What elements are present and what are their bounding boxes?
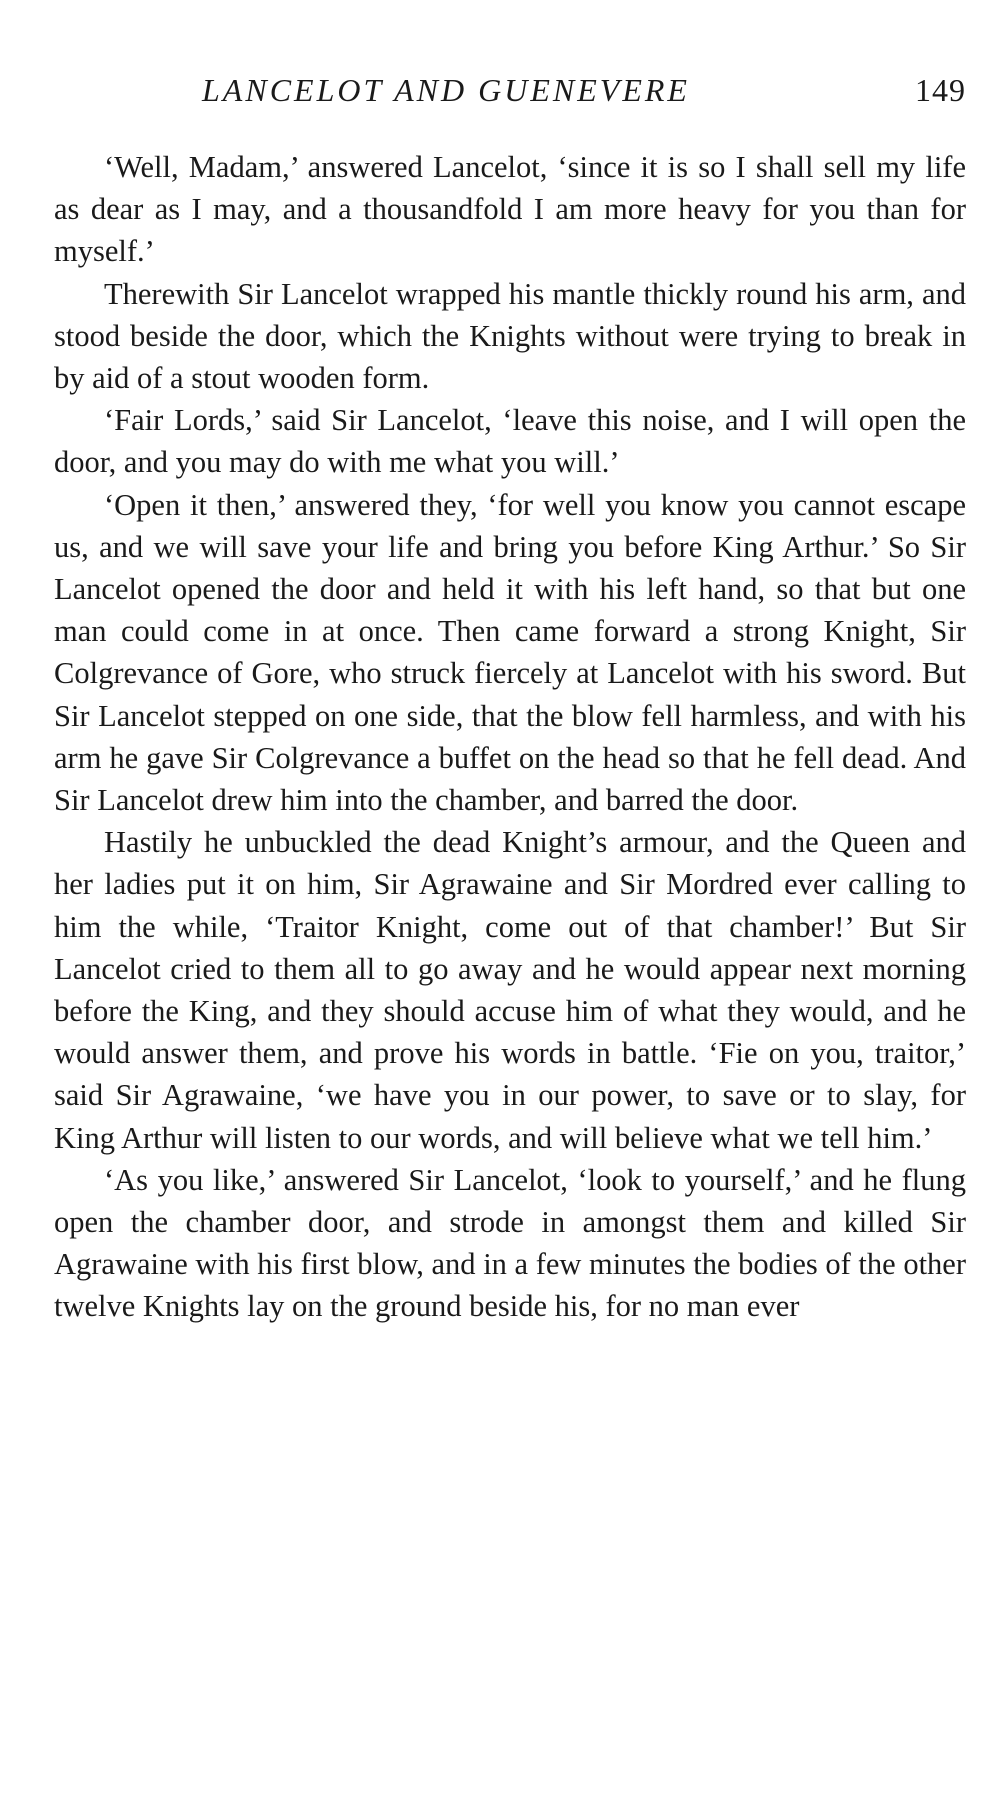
book-page — [54, 72, 966, 1328]
paragraph: Therewith Sir Lancelot wrapped his mantle thickly round his arm, and stood beside the door, which the Knights without were trying to break in by aid of a stout wooden form. — [54, 276, 966, 396]
running-header — [54, 72, 966, 124]
paragraph: ‘As you like,’ answered Sir Lancelot, ‘look to yourself,’ and he flung open the chamber door, and strode in amongst them and killed Sir Agrawaine with his first blow, and in a few minutes the bodies of the other twelve Knights lay on the ground beside his, for no man ever — [54, 1162, 966, 1324]
paragraph: Hastily he unbuckled the dead Knight’s armour, and the Queen and her ladies put it on him, Sir Agrawaine and Sir Mordred ever calling to him the while, ‘Traitor Knight, come out of that chamber!’ But Sir Lancelot cried to them all to go away and he would appear next morning before the King, and they should accuse him of what they would, and he would answer them, and prove his words in battle. ‘Fie on you, traitor,’ said Sir Agrawaine, ‘we have you in our power, to save or to slay, for King Arthur will listen to our words, and will believe what we tell him.’ — [54, 825, 966, 1155]
page-number: 149 — [915, 72, 966, 108]
paragraph: ‘Open it then,’ answered they, ‘for well you know you cannot escape us, and we will save your life and bring you before King Arthur.’ So Sir Lancelot opened the door and held it with his left hand, so that but one man could come in at once. Then came forward a strong Knight, Sir Colgrevance of Gore, who struck fiercely at Lancelot with his sword. But Sir Lancelot stepped on one side, that the blow fell harmless, and with his arm he gave Sir Colgrevance a buffet on the head so that he fell dead. And Sir Lancelot drew him into the chamber, and barred the door. — [54, 487, 966, 818]
body-text — [54, 146, 966, 1328]
running-title: LANCELOT AND GUENEVERE — [202, 72, 690, 108]
paragraph: ‘Fair Lords,’ said Sir Lancelot, ‘leave this noise, and I will open the door, and you may do with me what you will.’ — [54, 403, 966, 480]
paragraph: ‘Well, Madam,’ answered Lancelot, ‘since it is so I shall sell my life as dear as I may, and a thousandfold I am more heavy for you than for myself.’ — [54, 150, 966, 269]
